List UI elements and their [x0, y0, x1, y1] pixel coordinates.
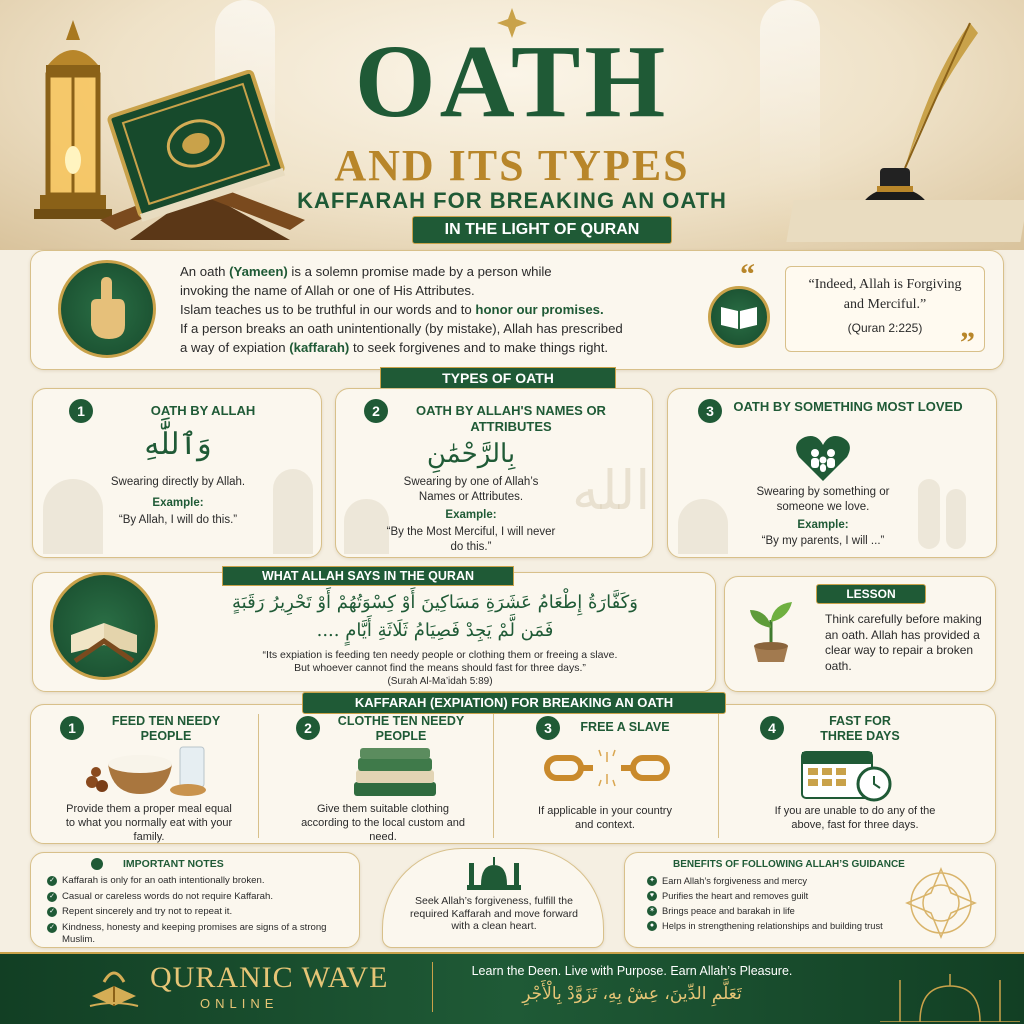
mosque-silhouette — [678, 499, 728, 554]
type-arabic: بِالرَّحْمَٰنِ — [426, 439, 516, 469]
heart-family-icon — [795, 433, 851, 483]
forgiveness-text: Seek Allah’s forgiveness, fulfill the required Kaffarah and move forward with a clean heart. — [410, 895, 578, 932]
kaffarah-number: 3 — [536, 716, 560, 740]
verse-translation-1: “Its expiation is feeding ten needy people or clothing them or freeing a slave. — [262, 649, 618, 661]
verse-arabic-line-1: وَكَفَّارَةُ إِطْعَامُ عَشَرَةِ مَسَاكِينَ أَوْ كِسْوَتُهُمْ أَوْ تَحْرِيرُ رَقَبَةٍ — [232, 592, 638, 613]
kaffarah-title: FAST FOR THREE DAYS — [820, 714, 900, 743]
list-item: ✓ Casual or careless words do not require Kaffarah. — [47, 891, 352, 904]
calligraphy-watermark: الله — [572, 459, 651, 522]
calendar-clock-icon — [800, 746, 894, 802]
kaffarah-title: FEED TEN NEEDY PEOPLE — [111, 714, 221, 743]
check-icon: ✓ — [47, 876, 57, 886]
footer-mosque-icon — [880, 956, 1020, 1022]
type-title: OATH BY SOMETHING MOST LOVED — [733, 399, 963, 414]
list-item: ✓ Kaffarah is only for an oath intentionally broken. — [47, 875, 352, 888]
kaffarah-description: Give them suitable clothing according to the local custom and need. — [301, 803, 465, 843]
footer-divider — [432, 962, 433, 1012]
kaffarah-description: If you are unable to do any of the above, fast for three days. — [774, 805, 936, 831]
type-description: Swearing by something or someone we love. — [756, 486, 890, 513]
check-icon: ✓ — [47, 892, 57, 902]
notes-list — [47, 875, 352, 950]
type-card-2 — [335, 388, 653, 558]
clothing-icon — [350, 746, 440, 798]
forgiveness-card — [382, 848, 604, 948]
heart-icon: ♥ — [647, 891, 657, 901]
broken-chain-icon — [543, 744, 671, 794]
geometric-ornament-icon — [895, 863, 987, 943]
kaffarah-title: CLOTHE TEN NEEDY PEOPLE — [337, 714, 465, 743]
kaffarah-description: If applicable in your country and context. — [538, 805, 672, 831]
page-title: OATH — [354, 24, 670, 139]
type-title: OATH BY ALLAH'S NAMES OR ATTRIBUTES — [416, 403, 606, 434]
kaffarah-number: 2 — [296, 716, 320, 740]
quote-close-icon: ” — [960, 326, 975, 359]
type-number: 3 — [698, 399, 722, 423]
verse-translation-2: But whoever cannot find the means should fast for three days.” — [294, 662, 586, 674]
verse-arabic-line-2: فَمَن لَّمْ يَجِدْ فَصِيَامُ ثَلَاثَةِ أَيَّامٍ .... — [316, 620, 554, 641]
type-title: OATH BY ALLAH — [150, 403, 256, 418]
notes-title: IMPORTANT NOTES — [123, 858, 224, 870]
mosque-silhouette — [344, 499, 389, 554]
divider — [493, 714, 494, 838]
quran-on-stand-icon — [50, 572, 158, 680]
page-subtitle: AND ITS TYPES — [334, 141, 690, 190]
mosque-icon — [463, 855, 525, 891]
plant-icon — [742, 596, 800, 666]
check-icon: ✓ — [47, 923, 57, 933]
intro-paragraph: An oath (Yameen) is a solemn promise made by a person while invoking the name of Allah or one of His Attributes. Islam teaches us to be truthful in our words and to honor our promises. If a person breaks an oath unintentionally (by mistake), Allah has prescribed a way of expiation (kaffarah) to seek forgivenes and to make things right. — [180, 264, 623, 355]
kaffarah-description: Provide them a proper meal equal to what you normally eat with your family. — [65, 803, 233, 843]
type-example: “By Allah, I will do this.” — [118, 514, 238, 526]
check-icon: ✓ — [47, 907, 57, 917]
ribbon-what-allah-says: WHAT ALLAH SAYS IN THE QURAN — [222, 566, 514, 586]
type-description: Swearing by one of Allah’s Names or Attributes. — [403, 476, 539, 503]
leaf-icon: ✦ — [647, 876, 657, 886]
ribbon-kaffarah: KAFFARAH (EXPIATION) FOR BREAKING AN OATH — [302, 692, 726, 714]
list-item: ♥ Purifies the heart and removes guilt — [647, 890, 887, 902]
divider — [718, 714, 719, 838]
divider — [258, 714, 259, 838]
ribbon-types-of-oath: TYPES OF OATH — [380, 367, 616, 389]
ribbon-in-light-of-quran: IN THE LIGHT OF QURAN — [412, 216, 672, 244]
brand-name: QURANIC WAVE — [150, 961, 389, 994]
oath-hand-icon — [58, 260, 156, 358]
footer-arabic: تَعَلَّمِ الدِّينَ، عِشْ بِهِ، تَزَوَّدْ بِالْأَجْرِ — [522, 984, 742, 1004]
list-item: ✦ Earn Allah’s forgiveness and mercy — [647, 875, 887, 887]
people-icon: ● — [647, 921, 657, 931]
notes-icon — [91, 858, 103, 870]
benefits-list — [647, 875, 887, 935]
type-example-label: Example: — [797, 519, 849, 531]
quote-reference: (Quran 2:225) — [847, 321, 923, 335]
page-subtitle-kaffarah: KAFFARAH FOR BREAKING AN OATH — [297, 188, 727, 213]
type-description: Swearing directly by Allah. — [110, 476, 246, 488]
ribbon-lesson: LESSON — [816, 584, 926, 604]
type-card-3 — [667, 388, 997, 558]
benefits-card — [624, 852, 996, 948]
quote-open-icon: “ — [740, 258, 755, 291]
type-example-label: Example: — [152, 497, 204, 509]
brand-sub: ONLINE — [200, 996, 279, 1011]
kaffarah-number: 4 — [760, 716, 784, 740]
type-number: 2 — [364, 399, 388, 423]
type-example: “By my parents, I will ...” — [761, 535, 885, 547]
list-item: ✶ Brings peace and barakah in life — [647, 905, 887, 917]
open-book-icon — [708, 286, 770, 348]
type-card-1 — [32, 388, 322, 558]
quranic-wave-logo-icon — [88, 962, 140, 1012]
kaffarah-number: 1 — [60, 716, 84, 740]
important-notes-card — [30, 852, 360, 948]
benefits-title: BENEFITS OF FOLLOWING ALLAH’S GUIDANCE — [673, 859, 905, 870]
family-silhouette — [918, 479, 940, 549]
list-item: ✓ Repent sincerely and try not to repeat it. — [47, 906, 352, 919]
family-silhouette — [946, 489, 966, 549]
star-icon: ✶ — [647, 906, 657, 916]
footer-tagline: Learn the Deen. Live with Purpose. Earn Allah’s Pleasure. — [471, 964, 793, 978]
kaffarah-title: FREE A SLAVE — [580, 720, 670, 734]
lesson-text: Think carefully before making an oath. Allah has provided a clear way to repair a broken oath. — [825, 612, 982, 673]
quote-box — [785, 266, 985, 352]
verse-reference: (Surah Al-Ma’idah 5:89) — [387, 676, 493, 687]
type-example: “By the Most Merciful, I will never do this.” — [386, 526, 556, 553]
food-icon — [80, 742, 215, 797]
quote-text: “Indeed, Allah is Forgiving and Merciful.” — [808, 277, 962, 312]
list-item: ● Helps in strengthening relationships and building trust — [647, 920, 887, 932]
type-arabic: وَٱللَّٰهِ — [144, 427, 212, 462]
type-number: 1 — [69, 399, 93, 423]
list-item: ✓ Kindness, honesty and keeping promises are signs of a strong Muslim. — [47, 922, 352, 947]
type-example-label: Example: — [445, 509, 497, 521]
